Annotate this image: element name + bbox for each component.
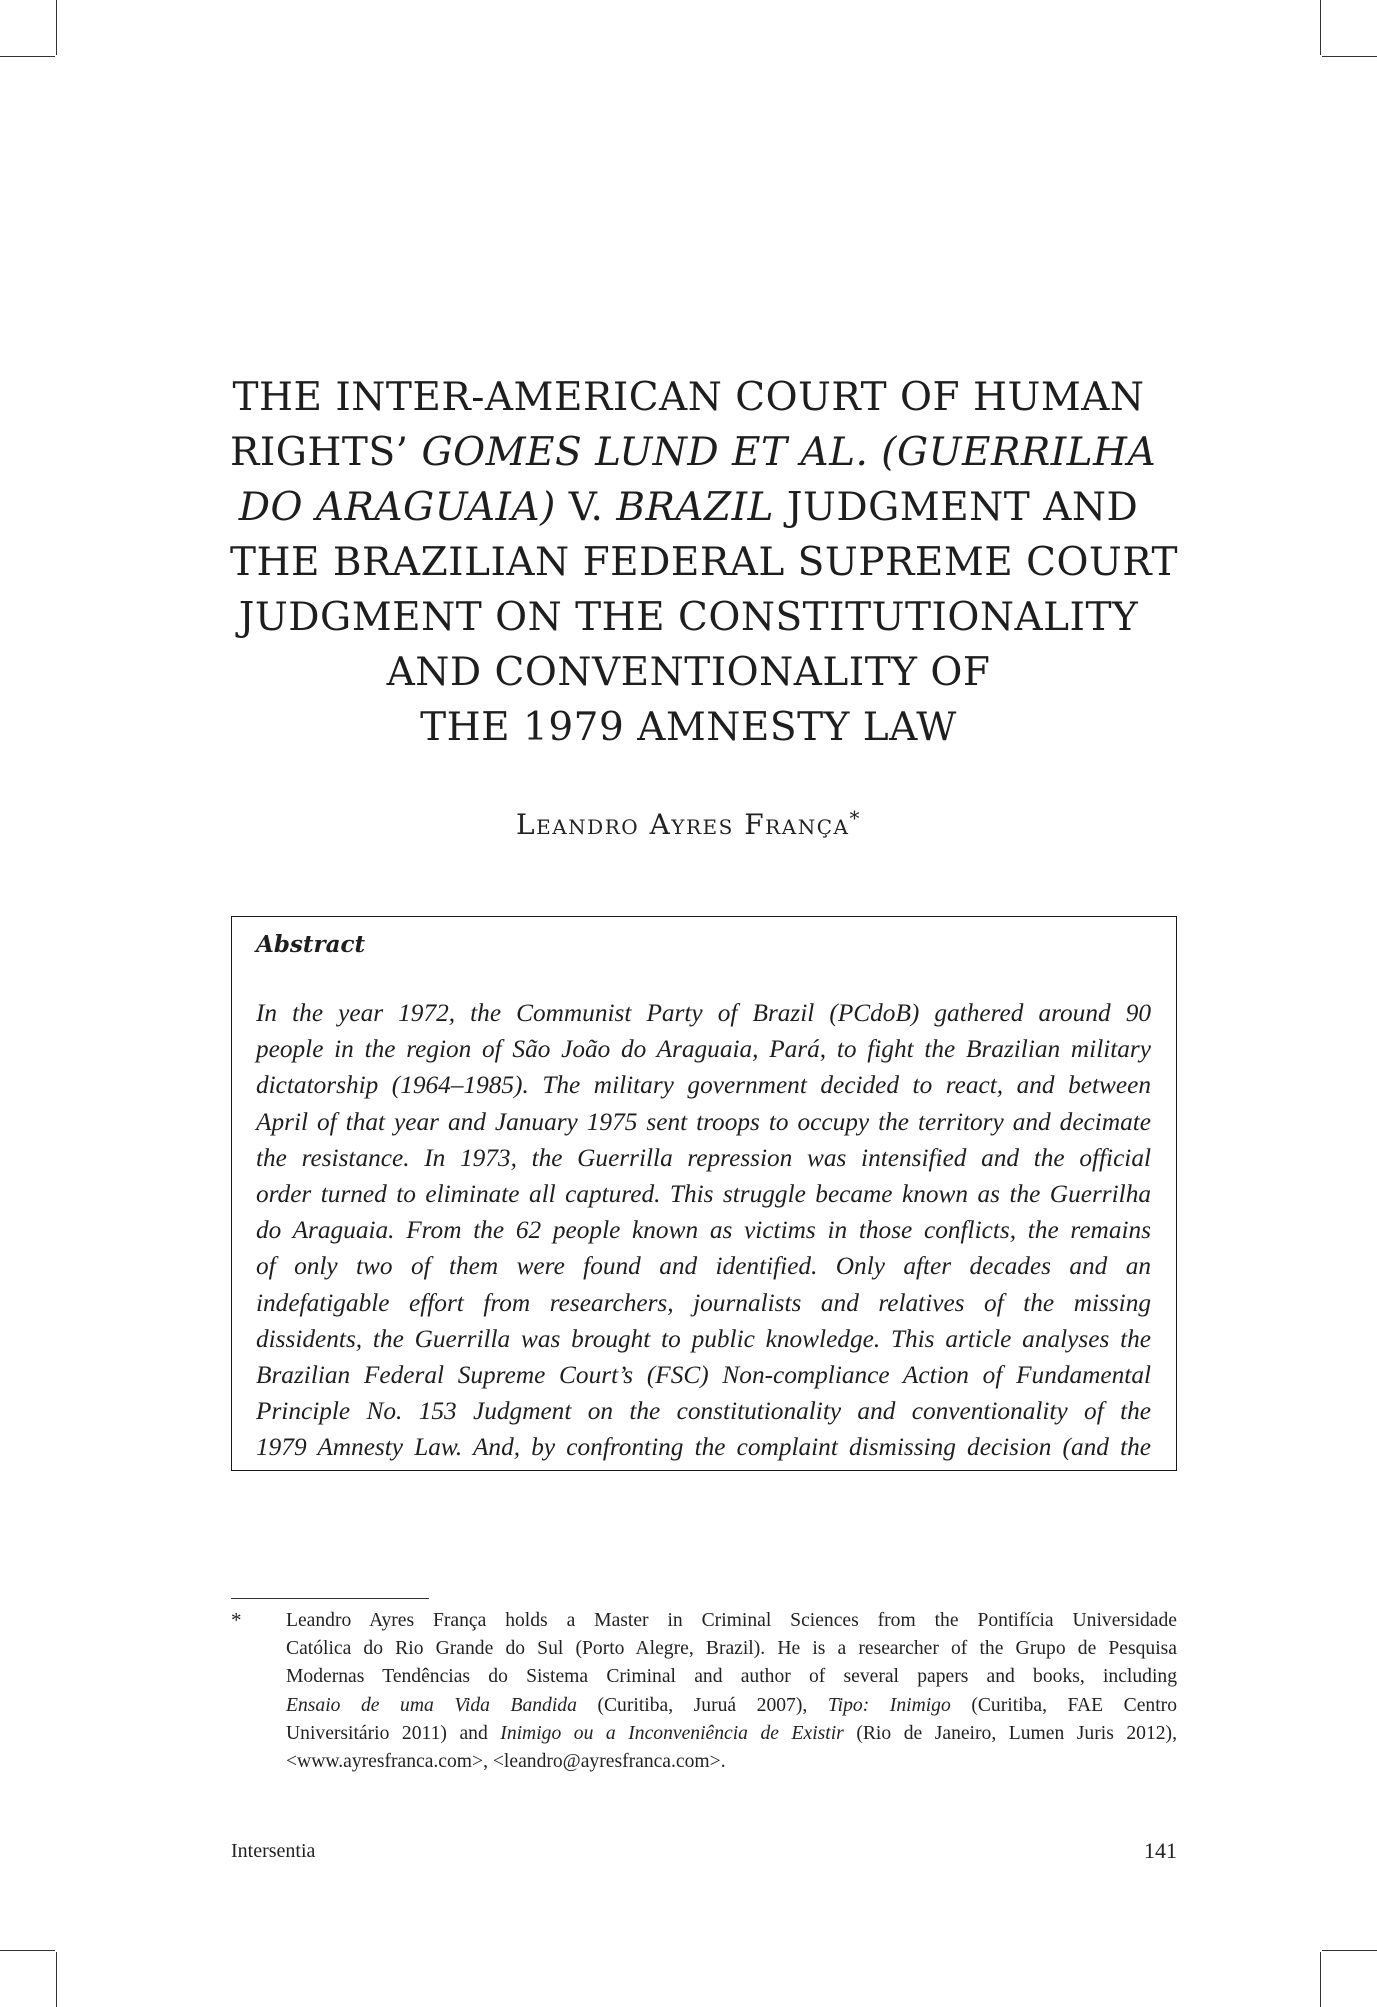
crop-mark-top-right-vertical bbox=[1320, 0, 1321, 55]
footnote-line: Leandro Ayres França holds a Master in Criminal Sciences from the Pontifícia Universidade bbox=[286, 1610, 1177, 1631]
footnote-separator bbox=[231, 1598, 429, 1599]
abstract-line: dissidents, the Guerrilla was brought to public knowledge. This article analyses the bbox=[256, 1324, 1151, 1353]
article-title bbox=[230, 370, 1178, 755]
footnote-line: Modernas Tendências do Sistema Criminal and author of several papers and books, including bbox=[286, 1666, 1177, 1688]
title-line: THE BRAZILIAN FEDERAL SUPREME COURT bbox=[230, 540, 1178, 585]
title-line: AND CONVENTIONALITY OF bbox=[386, 650, 991, 695]
abstract-line: of only two of them were found and identified. Only after decades and an bbox=[256, 1252, 1151, 1281]
abstract-line: do Araguaia. From the 62 people known as victims in those conflicts, the remains bbox=[256, 1216, 1151, 1245]
crop-mark-top-left-horizontal bbox=[0, 56, 55, 57]
author-byline bbox=[230, 808, 1147, 841]
crop-mark-bottom-right-horizontal bbox=[1322, 1950, 1377, 1951]
crop-mark-bottom-left-vertical bbox=[56, 1952, 57, 2007]
abstract-line: order turned to eliminate all captured. This struggle became known as the Guerrilha bbox=[256, 1180, 1151, 1209]
title-line: JUDGMENT ON THE CONSTITUTIONALITY bbox=[238, 595, 1139, 640]
abstract-box bbox=[231, 916, 1177, 1471]
crop-mark-bottom-left-horizontal bbox=[0, 1950, 55, 1951]
title-line: DO ARAGUAIA) V. BRAZIL JUDGMENT AND bbox=[238, 485, 1139, 530]
footnote-line: Católica do Rio Grande do Sul (Porto Alegre, Brazil). He is a researcher of the Grupo de Pesquisa bbox=[286, 1638, 1177, 1660]
abstract-line: April of that year and January 1975 sent troops to occupy the territory and decimate bbox=[256, 1107, 1151, 1136]
title-line: THE INTER-AMERICAN COURT OF HUMAN bbox=[232, 375, 1145, 420]
abstract-line: Principle No. 153 Judgment on the constitutionality and conventionality of the bbox=[256, 1397, 1151, 1426]
footnote-marker: * bbox=[231, 1608, 242, 1632]
abstract-text bbox=[256, 995, 1151, 1466]
footnote-line: <www.ayresfranca.com>, <leandro@ayresfranca.com>. bbox=[286, 1751, 726, 1773]
author-footnote bbox=[286, 1607, 1177, 1776]
crop-mark-bottom-right-vertical bbox=[1320, 1952, 1321, 2007]
footnote-line: Ensaio de uma Vida Bandida (Curitiba, Juruá 2007), Tipo: Inimigo (Curitiba, FAE Centro bbox=[286, 1694, 1177, 1716]
author-footnote-marker: * bbox=[849, 806, 861, 830]
title-line: RIGHTS’ GOMES LUND ET AL. (GUERRILHA bbox=[230, 430, 1157, 475]
page-number: 141 bbox=[1144, 1838, 1177, 1863]
abstract-line: people in the region of São João do Araguaia, Pará, to fight the Brazilian military bbox=[256, 1035, 1151, 1064]
crop-mark-top-right-horizontal bbox=[1322, 56, 1377, 57]
footnote-line: Universitário 2011) and Inimigo ou a Inconveniência de Existir (Rio de Janeiro, Lumen Juris 2012), bbox=[286, 1722, 1177, 1744]
title-line: THE 1979 AMNESTY LAW bbox=[420, 705, 957, 750]
abstract-line: Brazilian Federal Supreme Court’s (FSC) Non-compliance Action of Fundamental bbox=[256, 1361, 1151, 1390]
crop-mark-top-left-vertical bbox=[56, 0, 57, 55]
author-name: Leandro Ayres França bbox=[516, 808, 850, 841]
abstract-line: dictatorship (1964–1985). The military government decided to react, and between bbox=[256, 1071, 1151, 1100]
abstract-line: In the year 1972, the Communist Party of Brazil (PCdoB) gathered around 90 bbox=[256, 999, 1151, 1027]
abstract-line: 1979 Amnesty Law. And, by confronting the complaint dismissing decision (and the bbox=[256, 1433, 1151, 1462]
abstract-line: the resistance. In 1973, the Guerrilla repression was intensified and the official bbox=[256, 1143, 1151, 1172]
publisher-name: Intersentia bbox=[231, 1840, 316, 1862]
abstract-heading: Abstract bbox=[256, 931, 366, 958]
abstract-line: indefatigable effort from researchers, journalists and relatives of the missing bbox=[256, 1288, 1151, 1317]
